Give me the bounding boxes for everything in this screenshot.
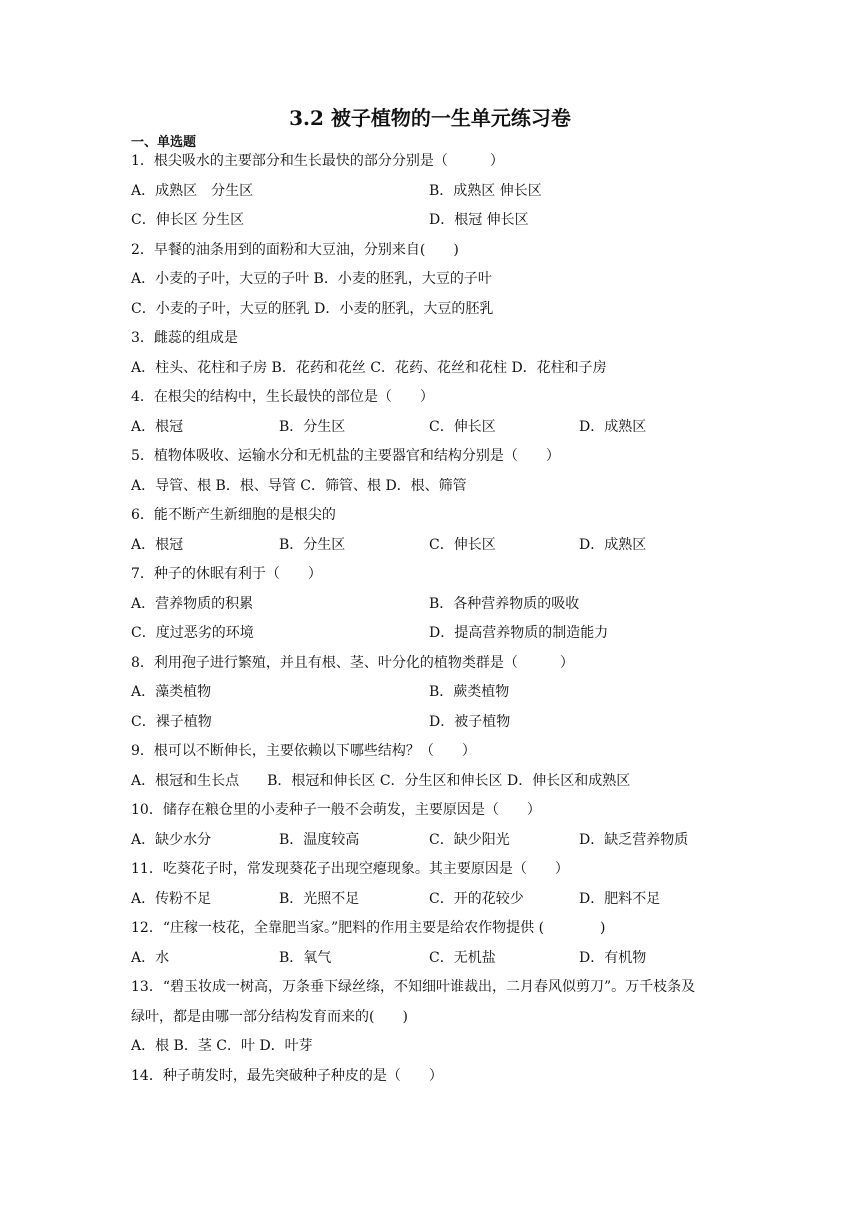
option-c[interactable]: C．缺少阳光	[429, 832, 510, 848]
option-c[interactable]: C．开的花较少	[429, 891, 524, 907]
question-5-stem: 5．植物体吸收、运输水分和无机盐的主要器官和结构分别是（ ）	[131, 448, 560, 464]
option-c[interactable]: C．无机盐	[429, 950, 496, 966]
question-2-options-line1[interactable]: A．小麦的子叶，大豆的子叶 B．小麦的胚乳，大豆的子叶	[131, 271, 492, 287]
option-a[interactable]: A．根冠	[131, 537, 184, 553]
option-b[interactable]: B．分生区	[279, 419, 346, 435]
option-d[interactable]: D．被子植物	[429, 714, 511, 730]
option-a[interactable]: A．营养物质的积累	[131, 596, 254, 612]
question-9-options-line1[interactable]: A．根冠和生长点 B．根冠和伸长区 C．分生区和伸长区 D．伸长区和成熟区	[131, 773, 631, 789]
question-14-stem: 14．种子萌发时，最先突破种子种皮的是（ ）	[131, 1068, 443, 1084]
option-b[interactable]: B．分生区	[279, 537, 346, 553]
option-d[interactable]: D．根冠 伸长区	[429, 212, 529, 228]
option-d[interactable]: D．有机物	[579, 950, 647, 966]
question-6-stem: 6．能不断产生新细胞的是根尖的	[131, 507, 336, 523]
question-13-options-line1[interactable]: A．根 B．茎 C．叶 D．叶芽	[131, 1038, 313, 1054]
question-5-options-line1[interactable]: A．导管、根 B．根、导管 C．筛管、根 D．根、筛管	[131, 478, 467, 494]
option-d[interactable]: D．成熟区	[579, 419, 647, 435]
question-9-stem: 9．根可以不断伸长，主要依赖以下哪些结构？（ ）	[131, 743, 476, 759]
option-b[interactable]: B．温度较高	[279, 832, 360, 848]
question-1-stem: 1．根尖吸水的主要部分和生长最快的部分分别是（ ）	[131, 153, 504, 169]
question-13-stem: 13．“碧玉妆成一树高，万条垂下绿丝绦，不知细叶谁裁出，二月春风似剪刀”。万千枝条及	[131, 979, 696, 995]
option-c[interactable]: C．裸子植物	[131, 714, 212, 730]
question-2-stem: 2．早餐的油条用到的面粉和大豆油，分别来自( )	[131, 242, 459, 258]
option-c[interactable]: C．伸长区	[429, 537, 496, 553]
option-a[interactable]: A．传粉不足	[131, 891, 212, 907]
question-8-stem: 8．利用孢子进行繁殖，并且有根、茎、叶分化的植物类群是（ ）	[131, 655, 574, 671]
section-heading: 一、单选题	[131, 135, 197, 150]
option-d[interactable]: D．成熟区	[579, 537, 647, 553]
option-a[interactable]: A．藻类植物	[131, 684, 212, 700]
question-11-stem: 11．吃葵花子时，常发现葵花子出现空瘪现象。其主要原因是（ ）	[131, 861, 569, 877]
page-title: 3.2 被子植物的一生单元练习卷	[289, 106, 571, 130]
option-b[interactable]: B．各种营养物质的吸收	[429, 596, 580, 612]
option-a[interactable]: A．缺少水分	[131, 832, 212, 848]
option-a[interactable]: A．根冠	[131, 419, 184, 435]
option-c[interactable]: C．伸长区	[429, 419, 496, 435]
option-a[interactable]: A．成熟区 分生区	[131, 183, 254, 199]
question-4-stem: 4．在根尖的结构中，生长最快的部位是（ ）	[131, 389, 434, 405]
option-d[interactable]: D．提高营养物质的制造能力	[429, 625, 609, 641]
question-10-stem: 10．储存在粮仓里的小麦种子一般不会萌发，主要原因是（ ）	[131, 802, 541, 818]
option-b[interactable]: B．成熟区 伸长区	[429, 183, 542, 199]
question-3-options-line1[interactable]: A．柱头、花柱和子房 B．花药和花丝 C．花药、花丝和花柱 D．花柱和子房	[131, 360, 607, 376]
question-7-stem: 7．种子的休眠有利于（ ）	[131, 566, 322, 582]
option-d[interactable]: D．缺乏营养物质	[579, 832, 689, 848]
question-3-stem: 3．雌蕊的组成是	[131, 330, 238, 346]
question-13-stem-continued: 绿叶，都是由哪一部分结构发育而来的( )	[131, 1009, 408, 1025]
option-c[interactable]: C．度过恶劣的环境	[131, 625, 254, 641]
question-2-options-line2[interactable]: C．小麦的子叶，大豆的胚乳 D．小麦的胚乳，大豆的胚乳	[131, 301, 494, 317]
option-d[interactable]: D．肥料不足	[579, 891, 661, 907]
question-12-stem: 12．“庄稼一枝花，全靠肥当家。”肥料的作用主要是给农作物提供 ( )	[131, 920, 606, 936]
option-b[interactable]: B．光照不足	[279, 891, 360, 907]
option-b[interactable]: B．蕨类植物	[429, 684, 510, 700]
option-b[interactable]: B．氧气	[279, 950, 332, 966]
option-a[interactable]: A．水	[131, 950, 170, 966]
option-c[interactable]: C．伸长区 分生区	[131, 212, 245, 228]
